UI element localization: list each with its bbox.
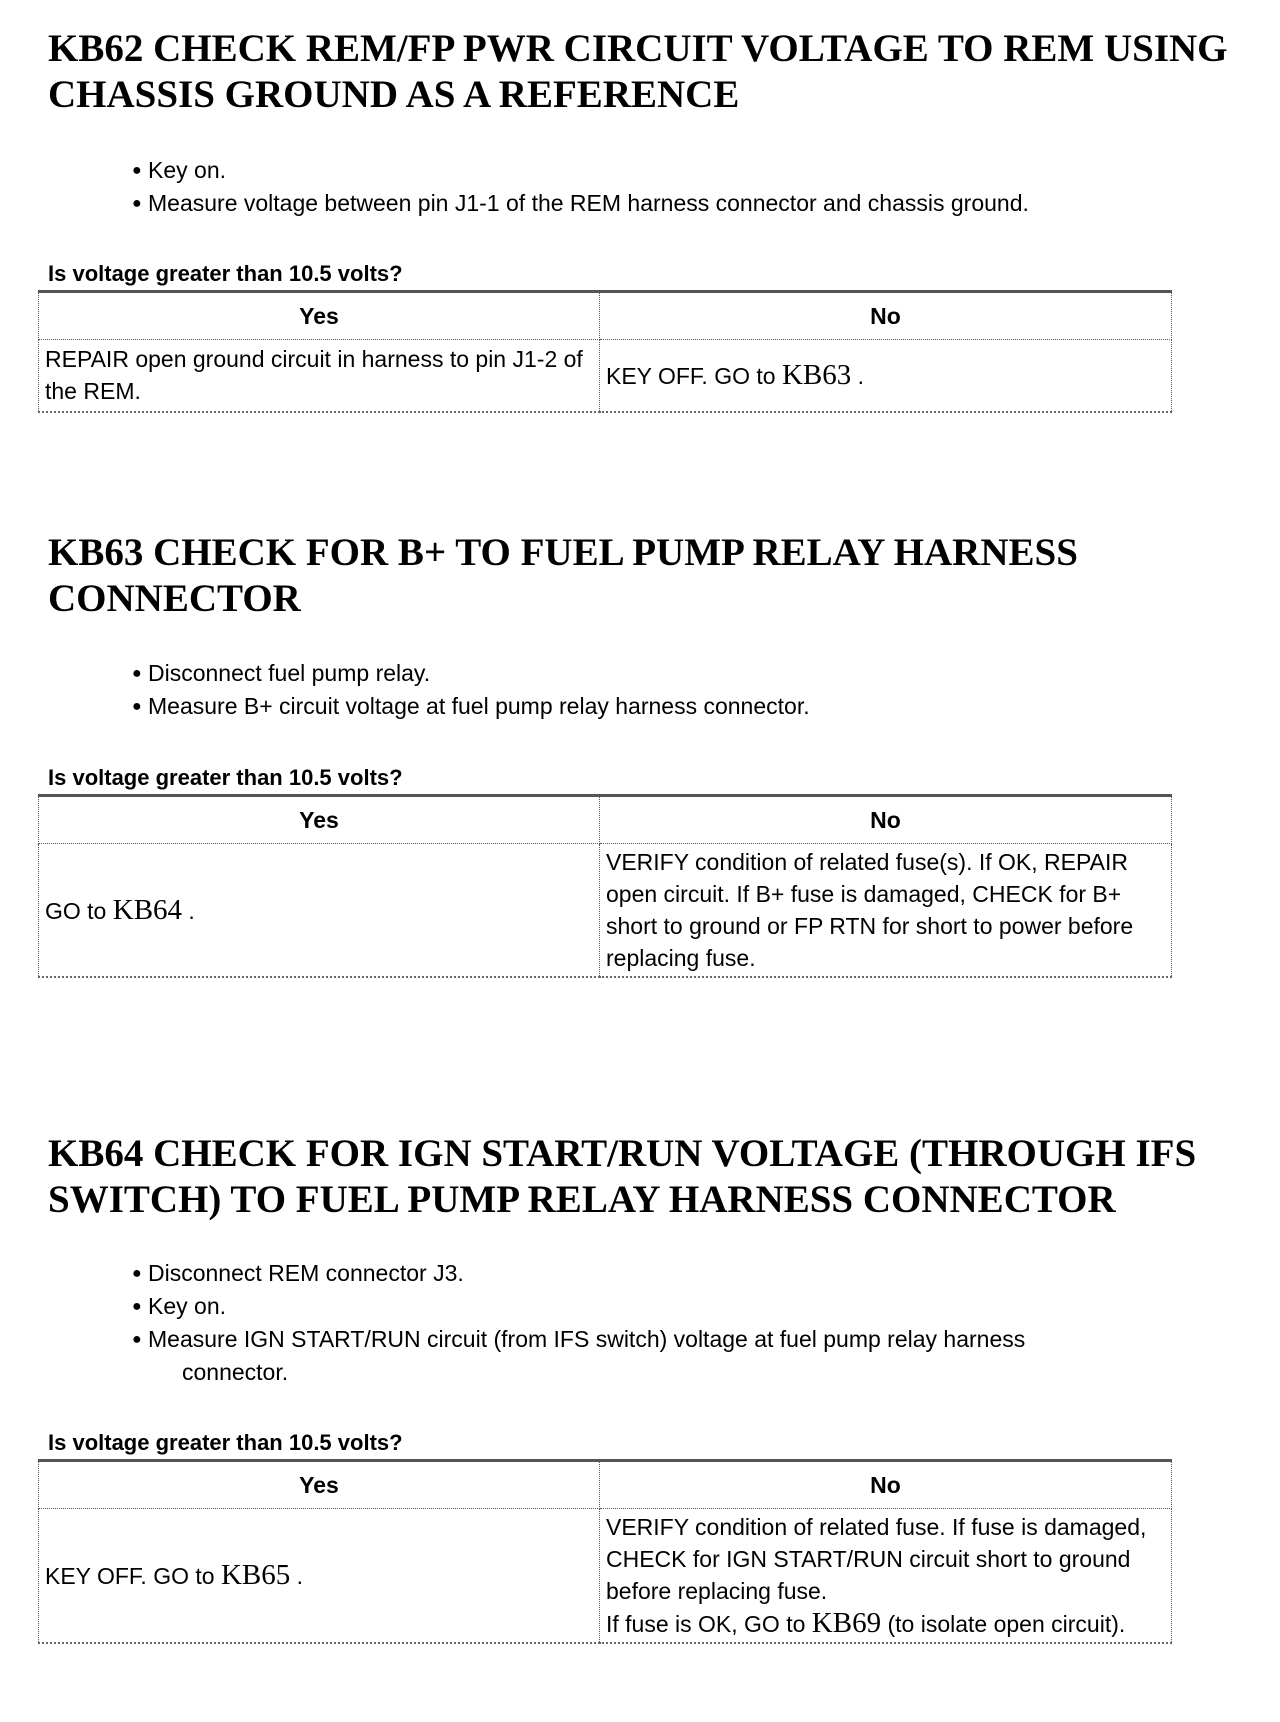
list-item: ● Measure B+ circuit voltage at fuel pump relay harness connector. xyxy=(130,690,1280,723)
yes-cell: REPAIR open ground circuit in harness to pin J1-2 of the REM. xyxy=(39,340,600,412)
no-cell: VERIFY condition of related fuse. If fuse is damaged, CHECK for IGN START/RUN circuit short to ground before replacing fuse. If fuse is OK, GO to KB69 (to isolate open circuit). xyxy=(600,1509,1172,1644)
link-kb69[interactable]: KB69 xyxy=(811,1607,882,1639)
step-list xyxy=(130,154,1280,220)
list-item: ● Disconnect REM connector J3. xyxy=(130,1257,1280,1290)
link-kb63[interactable]: KB63 xyxy=(781,358,852,391)
link-kb64[interactable]: KB64 xyxy=(112,893,183,926)
table-row xyxy=(39,844,1172,978)
step-list xyxy=(130,1257,1280,1389)
list-item: ● Key on. xyxy=(130,1290,1280,1323)
question: Is voltage greater than 10.5 volts? xyxy=(48,765,403,790)
bullet-icon: ● xyxy=(132,1265,142,1282)
table-row xyxy=(39,340,1172,412)
bullet-icon: ● xyxy=(132,1331,142,1348)
decision-table xyxy=(38,794,1172,978)
section-kb62 xyxy=(45,26,1248,405)
link-kb65[interactable]: KB65 xyxy=(220,1559,291,1591)
table-header-row xyxy=(39,796,1172,844)
yes-cell: GO to KB64 . xyxy=(39,844,600,978)
yes-header: Yes xyxy=(39,292,600,340)
table-row xyxy=(39,1509,1172,1644)
section-kb64 xyxy=(45,1131,1248,1639)
section-kb63 xyxy=(45,530,1248,971)
no-cell: VERIFY condition of related fuse(s). If OK, REPAIR open circuit. If B+ fuse is damaged, CHECK for B+ short to ground or FP RTN for short to power before replacing fuse. xyxy=(600,844,1172,978)
list-item: ● Disconnect fuel pump relay. xyxy=(130,657,1280,690)
bullet-icon: ● xyxy=(132,162,142,179)
step-list xyxy=(130,657,1280,723)
bullet-icon: ● xyxy=(132,698,142,715)
bullet-icon: ● xyxy=(132,665,142,682)
no-header: No xyxy=(600,292,1172,340)
no-cell: KEY OFF. GO to KB63 . xyxy=(600,340,1172,412)
decision-table xyxy=(38,290,1172,413)
section-title: KB62 CHECK REM/FP PWR CIRCUIT VOLTAGE TO REM USING CHASSIS GROUND AS A REFERENCE xyxy=(48,27,1228,116)
section-title: KB64 CHECK FOR IGN START/RUN VOLTAGE (THROUGH IFS SWITCH) TO FUEL PUMP RELAY HARNESS CONNECTOR xyxy=(48,1132,1197,1221)
no-header: No xyxy=(600,1461,1172,1509)
yes-header: Yes xyxy=(39,796,600,844)
list-item: ● Key on. xyxy=(130,154,1280,187)
question: Is voltage greater than 10.5 volts? xyxy=(48,261,403,286)
decision-table xyxy=(38,1459,1172,1644)
no-header: No xyxy=(600,796,1172,844)
question: Is voltage greater than 10.5 volts? xyxy=(48,1430,403,1455)
yes-cell: KEY OFF. GO to KB65 . xyxy=(39,1509,600,1644)
bullet-icon: ● xyxy=(132,195,142,212)
table-header-row xyxy=(39,292,1172,340)
list-item: ● Measure IGN START/RUN circuit (from IFS switch) voltage at fuel pump relay harness connector. xyxy=(130,1323,1280,1389)
table-header-row xyxy=(39,1461,1172,1509)
bullet-icon: ● xyxy=(132,1298,142,1315)
section-title: KB63 CHECK FOR B+ TO FUEL PUMP RELAY HARNESS CONNECTOR xyxy=(48,531,1078,620)
list-item: ● Measure voltage between pin J1-1 of the REM harness connector and chassis ground. xyxy=(130,187,1280,220)
yes-header: Yes xyxy=(39,1461,600,1509)
